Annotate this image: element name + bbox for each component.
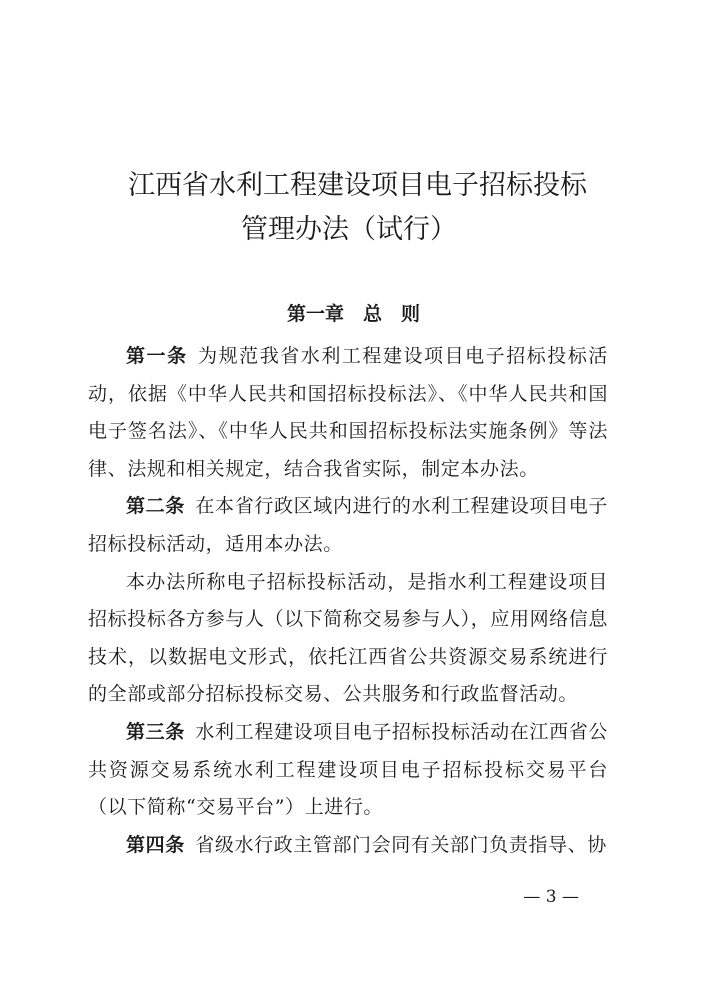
page-number: — 3 — [523, 887, 579, 907]
article-label: 第四条 [126, 833, 185, 856]
article-text: 为规范我省水利工程建设项目电子招标投标活动，依据《中华人民共和国招标投标法》、《中华人民共和国电子签名法》、《中华人民共和国招标投标法实施条例》等法律、法规和相关规定，结合我省实际，制定本办法。 [88, 345, 608, 480]
article-4-paragraph [88, 827, 608, 865]
article-label: 第二条 [126, 495, 185, 518]
article-text: 水利工程建设项目电子招标投标活动在江西省公共资源交易系统水利工程建设项目电子招标投标交易平台（以下简称“交易平台”）上进行。 [88, 720, 608, 819]
article-label: 第一条 [126, 345, 188, 367]
definition-paragraph [88, 564, 608, 714]
article-text: 在本省行政区域内进行的水利工程建设项目电子招标投标活动，适用本办法。 [88, 495, 608, 555]
paragraph-text: 本办法所称电子招标投标活动，是指水利工程建设项目招标投标各方参与人（以下简称交易参与人），应用网络信息技术，以数据电文形式，依托江西省公共资源交易系统进行的全部或部分招标投标交易、公共服务和行政监督活动。 [88, 570, 608, 706]
document-body [88, 338, 608, 864]
title-line-2: 管理办法（试行） [241, 214, 457, 245]
article-3-paragraph [88, 714, 608, 827]
title-line-1: 江西省水利工程建设项目电子招标投标 [128, 170, 587, 201]
chapter-heading: 第一章 总 则 [286, 303, 420, 325]
article-2-paragraph [88, 488, 608, 563]
article-text: 省级水行政主管部门会同有关部门负责指导、协 [195, 833, 607, 856]
article-1-paragraph [88, 338, 608, 488]
article-label: 第三条 [126, 720, 185, 743]
